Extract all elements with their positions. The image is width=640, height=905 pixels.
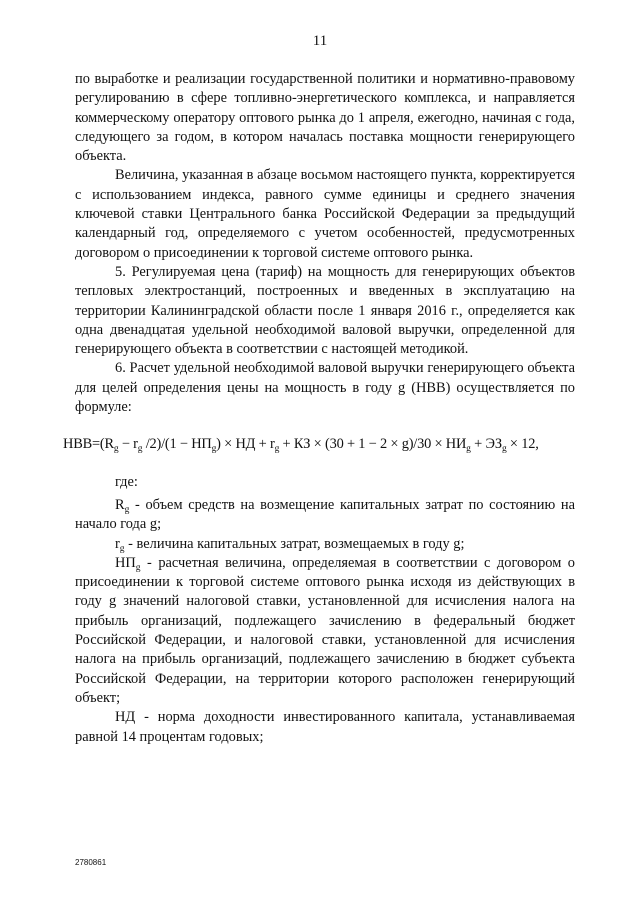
page-number: 11 [312, 33, 328, 49]
document-code: 2780861 [75, 858, 107, 867]
definition-nd: НД - норма доходности инвестированного капитала, устанавливаемая равной 14 процентам годовых; [75, 709, 575, 745]
paragraph: 5. Регулируемая цена (тариф) на мощность для генерирующих объектов тепловых электростанций, построенных и введенных в эксплуатацию на территории Калининградской области после 1 января 2016 г., определяется как одна двенадцатая удельной необходимой валовой выручки, определенной для генерирующего объекта в соответствии с настоящей методикой. [75, 263, 575, 358]
paragraph: 6. Расчет удельной необходимой валовой выручки генерирующего объекта для целей определения цены на мощность в году g (НВВ) осуществляется по формуле: [75, 360, 575, 416]
paragraph: Величина, указанная в абзаце восьмом настоящего пункта, корректируется с использованием индекса, равного сумме единицы и среднего значения ключевой ставки Центрального банка Российской Федерации за предыдущий календарный год, определяемого с учетом особенностей, предусмотренных договором о присоединении к торговой системе оптового рынка. [75, 167, 575, 261]
paragraph: по выработке и реализации государственной политики и нормативно-правовому регулированию в сфере топливно-энергетического комплекса, и направляется коммерческому оператору оптового рынка до 1 апреля, ежегодно, начиная с года, следующего за годом, в котором началась поставка мощности генерирующего объекта. [75, 71, 575, 165]
definition-r-capital: $R_g$ - объем средств на возмещение капитальных затрат по состоянию на начало года g; [75, 496, 575, 533]
definition-np: $НП_g$ - расчетная величина, определяемая в соответствии с договором о присоединении к торговой системе оптового рынка исходя из действующих в году g значений налоговой ставки, установленной для исчисления налога на прибыль организаций, подлежащего зачислению в федеральный бюджет Российской Федерации, и налоговой ставки, установленной для исчисления налога на прибыль организаций, подлежащего зачислению в бюджет субъекта Российской Федерации, на территории которого расположен генерирующий объект; [75, 554, 575, 706]
formula: $НВВ=(R_g - r_g$ $/2)/(1 - НП_g)$ × НД + $r_g$ + КЗ × $(30 + 1 - 2 \times g)/30 \times НИ_g + ЭЗ_g \times 12$, [63, 436, 539, 455]
definition-r-costs: $r_g$ - величина капитальных затрат, возмещаемых в году g; [115, 535, 465, 554]
document-body [63, 70, 575, 747]
where-label: где: [115, 473, 138, 490]
